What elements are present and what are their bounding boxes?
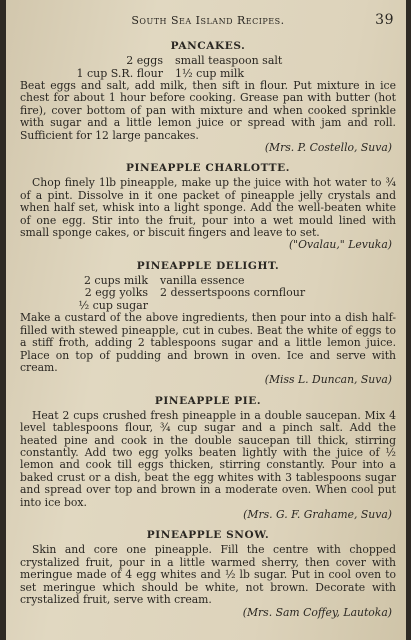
ingredient: vanilla essence (160, 273, 245, 287)
recipe-method: Skin and core one pineapple. Fill the centre with chopped crystalized fruit, pour in a little warmed sherry, then cover with meringue made of 4 egg whites and ½ lb sugar. Put in cool oven to set meringue which should be white, not brown. Decorate with crystalized fruit, serve with cream. (20, 543, 396, 607)
recipe-pineapple-delight (20, 260, 396, 387)
ingredient: 2 dessertspoons cornflour (160, 286, 306, 300)
recipe-pineapple-charlotte (20, 162, 396, 251)
ingredient: small teaspoon salt (175, 54, 283, 67)
recipe-method: Make a custard of the above ingredients, then pour into a dish half-filled with stewed pineapple, cut in cubes. Beat the white of eggs to a stiff froth, adding 2 tablespoons sugar and a little lemon juice. Place on top of pudding and brown in oven. Ice and serve with cream. (20, 311, 396, 374)
ingredient-row (20, 287, 396, 300)
recipe-method: Chop finely 1lb pineapple, make up the juice with hot water to ¾ of a pint. Dissolve in it one packet of pineapple jelly crystals and when half set, whisk into a light sponge. Add the well-beaten white of one egg. Stir into the fruit, pour into a wet mould lined with small sponge cakes, or biscuit fingers and leave to set. (20, 176, 396, 240)
ingredient: 2 eggs (126, 54, 163, 67)
recipe-title: PINEAPPLE DELIGHT. (136, 259, 280, 272)
ingredient: ½ cup sugar (78, 298, 148, 312)
ingredient: 1 cup S.R. flour (76, 66, 163, 80)
recipe-credit: (Mrs. P. Costello, Suva) (264, 141, 392, 155)
recipe-credit: (Mrs. Sam Coffey, Lautoka) (242, 605, 392, 619)
book-page (6, 0, 406, 640)
recipe-pineapple-pie (20, 395, 396, 522)
recipe-pancakes (20, 40, 396, 154)
recipe-method: Beat eggs and salt, add milk, then sift in flour. Put mixture in ice chest for about 1 hour before cooking. Grease pan with butter (hot fire), cover bottom of pan with mixture and when cooked sprinkle with sugar and a little lemon juice or spread with jam and roll. Sufficient for 12 large pancakes. (20, 79, 396, 142)
recipe-title: PINEAPPLE PIE. (154, 394, 262, 407)
recipe-title: PINEAPPLE CHARLOTTE. (126, 162, 290, 175)
recipe-credit: ("Ovalau," Levuka) (288, 238, 392, 252)
ingredient-list (20, 275, 396, 313)
ingredient: 2 egg yolks (84, 286, 148, 300)
running-title: South Sea Island Recipes. (131, 14, 285, 27)
recipe-title: PANCAKES. (170, 40, 246, 52)
ingredient-list (20, 55, 396, 80)
running-head (20, 10, 396, 32)
recipe-credit: (Miss L. Duncan, Suva) (264, 373, 392, 387)
recipe-pineapple-snow (20, 529, 396, 618)
ingredient: 1½ cup milk (175, 66, 245, 80)
page-number: 39 (375, 12, 394, 28)
ingredient: 2 cups milk (83, 273, 148, 287)
ingredient-row (20, 55, 396, 68)
recipe-title: PINEAPPLE SNOW. (146, 529, 270, 542)
recipe-method: Heat 2 cups crushed fresh pineapple in a double saucepan. Mix 4 level tablespoons flour, ¾ cup sugar and a pinch salt. Add the heated pine and cook in the double saucepan till thick, stirring constantly. Add two egg yolks beaten lightly with the juice of ½ lemon and cook till eggs thicken, stirring constantly. Pour into a baked crust or a dish, beat the egg whites with 3 tablespoons sugar and spread over top and brown in a moderate oven. When cool put into ice box. (20, 408, 396, 509)
recipe-credit: (Mrs. G. F. Grahame, Suva) (243, 508, 392, 522)
